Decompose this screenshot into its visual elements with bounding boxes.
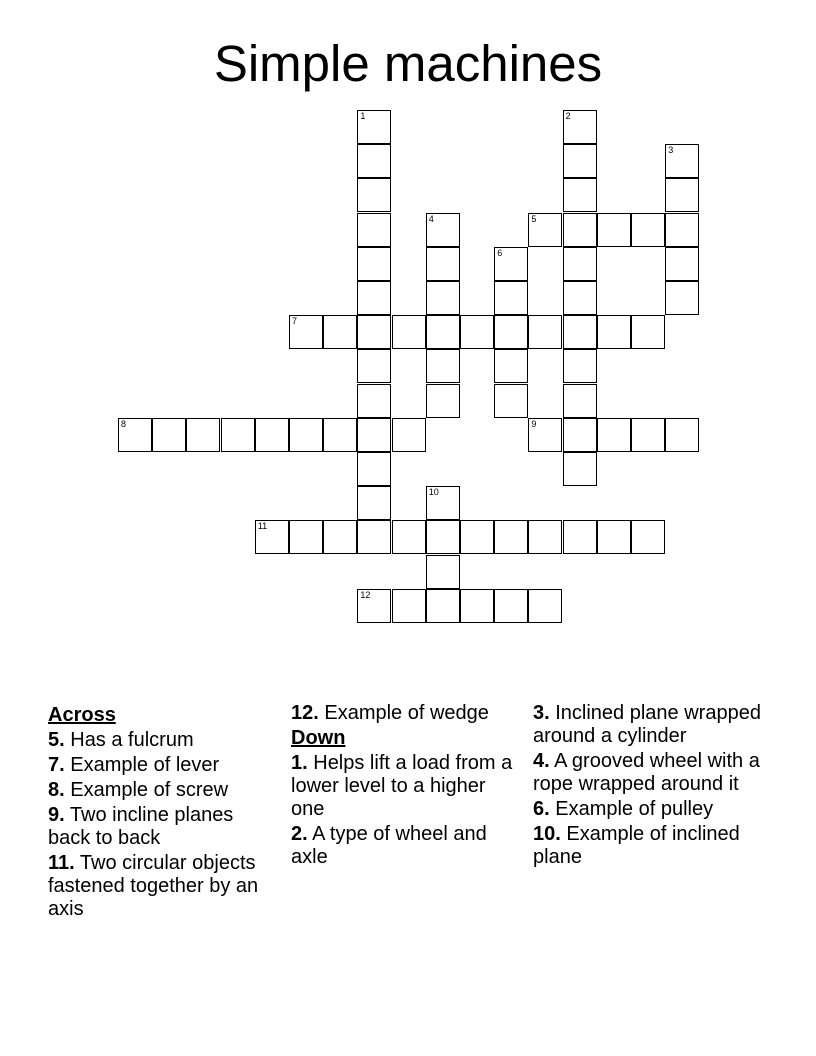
crossword-cell[interactable] xyxy=(460,315,494,349)
crossword-cell[interactable] xyxy=(426,520,460,554)
cell-number: 6 xyxy=(497,247,503,258)
crossword-cell[interactable] xyxy=(357,486,391,520)
crossword-cell[interactable] xyxy=(426,281,460,315)
clue-down-10 xyxy=(533,823,765,869)
crossword-cell[interactable] xyxy=(426,589,460,623)
clue-text: A grooved wheel with a rope wrapped around it xyxy=(533,750,760,795)
cell-number: 1 xyxy=(360,111,366,121)
crossword-cell[interactable] xyxy=(357,213,391,247)
crossword-cell[interactable] xyxy=(357,281,391,315)
crossword-cell[interactable] xyxy=(563,418,597,452)
crossword-cell[interactable] xyxy=(597,520,631,554)
crossword-cell[interactable] xyxy=(323,520,357,554)
clue-number: 1. xyxy=(291,752,308,774)
crossword-cell[interactable] xyxy=(289,418,323,452)
cell-number: 2 xyxy=(565,111,571,121)
clue-across-12 xyxy=(291,702,523,725)
crossword-cell[interactable] xyxy=(357,589,391,623)
crossword-cell[interactable] xyxy=(528,213,562,247)
crossword-cell[interactable] xyxy=(426,384,460,418)
crossword-cell[interactable] xyxy=(494,384,528,418)
crossword-cell[interactable] xyxy=(563,520,597,554)
crossword-cell[interactable] xyxy=(357,349,391,383)
crossword-cell[interactable] xyxy=(323,418,357,452)
crossword-cell[interactable] xyxy=(528,520,562,554)
crossword-cell[interactable] xyxy=(665,418,699,452)
crossword-cell[interactable] xyxy=(289,315,323,349)
clue-down-6 xyxy=(533,798,765,821)
crossword-cell[interactable] xyxy=(563,315,597,349)
clue-text: Helps lift a load from a lower level to a higher one xyxy=(291,752,513,820)
cell-number: 11 xyxy=(257,521,268,532)
crossword-cell[interactable] xyxy=(460,589,494,623)
crossword-cell[interactable] xyxy=(392,589,426,623)
crossword-cell[interactable] xyxy=(528,418,562,452)
crossword-cell[interactable] xyxy=(494,349,528,383)
clue-number: 6. xyxy=(533,798,550,820)
crossword-cell[interactable] xyxy=(426,349,460,383)
clue-text: Example of pulley xyxy=(549,798,714,820)
crossword-cell[interactable] xyxy=(563,144,597,178)
crossword-cell[interactable] xyxy=(597,315,631,349)
crossword-cell[interactable] xyxy=(460,520,494,554)
clue-number: 2. xyxy=(291,823,308,845)
crossword-cell[interactable] xyxy=(563,349,597,383)
clues-column-1 xyxy=(48,702,280,923)
cell-number: 8 xyxy=(121,418,127,429)
crossword-cell[interactable] xyxy=(665,213,699,247)
clue-across-7 xyxy=(48,754,280,777)
clue-text: Has a fulcrum xyxy=(64,729,194,751)
clue-down-1 xyxy=(291,752,523,821)
crossword-cell[interactable] xyxy=(357,418,391,452)
crossword-cell[interactable] xyxy=(357,110,391,144)
page-title: Simple machines xyxy=(213,35,603,92)
clue-number: 11. xyxy=(48,852,75,874)
crossword-cell[interactable] xyxy=(426,247,460,281)
crossword-cell[interactable] xyxy=(357,178,391,212)
cell-number: 3 xyxy=(668,145,674,156)
crossword-cell[interactable] xyxy=(392,520,426,554)
crossword-cell[interactable] xyxy=(255,418,289,452)
cell-number: 12 xyxy=(360,589,371,600)
crossword-cell[interactable] xyxy=(392,315,426,349)
crossword-cell[interactable] xyxy=(357,247,391,281)
crossword-cell[interactable] xyxy=(426,315,460,349)
cell-number: 5 xyxy=(531,213,537,224)
crossword-cell[interactable] xyxy=(631,213,665,247)
crossword-cell[interactable] xyxy=(357,520,391,554)
crossword-cell[interactable] xyxy=(563,110,597,144)
crossword-cell[interactable] xyxy=(563,384,597,418)
crossword-cell[interactable] xyxy=(323,315,357,349)
crossword-cell[interactable] xyxy=(357,452,391,486)
clue-down-2 xyxy=(291,823,523,869)
clue-down-4 xyxy=(533,750,765,796)
crossword-cell[interactable] xyxy=(221,418,255,452)
crossword-cell[interactable] xyxy=(426,213,460,247)
clue-number: 4. xyxy=(533,750,550,772)
clues-column-2 xyxy=(291,702,523,871)
cell-number: 9 xyxy=(531,418,537,429)
across-heading: Across xyxy=(48,704,116,726)
crossword-cell[interactable] xyxy=(665,247,699,281)
clue-number: 7. xyxy=(48,754,65,776)
crossword-cell[interactable] xyxy=(255,520,289,554)
clue-across-9 xyxy=(48,804,280,850)
crossword-cell[interactable] xyxy=(563,281,597,315)
clue-text: Two circular objects fastened together by an axis xyxy=(48,852,259,920)
cell-number: 7 xyxy=(292,316,298,327)
down-heading: Down xyxy=(291,727,346,749)
crossword-cell[interactable] xyxy=(426,555,460,589)
cell-number: 4 xyxy=(428,213,434,224)
crossword-cell[interactable] xyxy=(597,213,631,247)
crossword-cell[interactable] xyxy=(597,418,631,452)
clue-across-5 xyxy=(48,729,280,752)
clue-number: 12. xyxy=(291,702,319,724)
crossword-cell[interactable] xyxy=(118,418,152,452)
crossword-cell[interactable] xyxy=(494,315,528,349)
crossword-cell[interactable] xyxy=(528,315,562,349)
clue-text: Two incline planes back to back xyxy=(48,804,234,849)
crossword-cell[interactable] xyxy=(563,178,597,212)
crossword-cell[interactable] xyxy=(665,144,699,178)
clue-number: 9. xyxy=(48,804,65,826)
cell-number: 10 xyxy=(428,487,439,498)
clue-text: Example of lever xyxy=(64,754,220,776)
crossword-cell[interactable] xyxy=(494,520,528,554)
crossword-cell[interactable] xyxy=(563,452,597,486)
crossword-cell[interactable] xyxy=(563,247,597,281)
crossword-cell[interactable] xyxy=(631,315,665,349)
clue-number: 5. xyxy=(48,729,65,751)
crossword-cell[interactable] xyxy=(563,213,597,247)
crossword-cell[interactable] xyxy=(426,486,460,520)
crossword-cell[interactable] xyxy=(528,589,562,623)
crossword-cell[interactable] xyxy=(665,178,699,212)
crossword-cell[interactable] xyxy=(631,520,665,554)
clue-text: Example of inclined plane xyxy=(533,823,740,868)
crossword-cell[interactable] xyxy=(357,384,391,418)
crossword-cell[interactable] xyxy=(357,315,391,349)
clues-column-3 xyxy=(533,702,765,871)
clue-number: 8. xyxy=(48,779,65,801)
crossword-cell[interactable] xyxy=(665,281,699,315)
crossword-cell[interactable] xyxy=(494,247,528,281)
clue-across-8 xyxy=(48,779,280,802)
crossword-cell[interactable] xyxy=(152,418,186,452)
clue-text: Example of screw xyxy=(64,779,229,801)
crossword-cell[interactable] xyxy=(392,418,426,452)
clue-text: Inclined plane wrapped around a cylinder xyxy=(533,702,761,747)
crossword-cell[interactable] xyxy=(357,144,391,178)
clue-across-11 xyxy=(48,852,280,921)
clue-down-3 xyxy=(533,702,765,748)
crossword-cell[interactable] xyxy=(494,589,528,623)
crossword-cell[interactable] xyxy=(289,520,323,554)
crossword-cell[interactable] xyxy=(186,418,220,452)
clue-number: 3. xyxy=(533,702,550,724)
crossword-cell[interactable] xyxy=(494,281,528,315)
clue-number: 10. xyxy=(533,823,561,845)
clue-text: Example of wedge xyxy=(318,702,489,724)
clue-text: A type of wheel and axle xyxy=(291,823,487,868)
crossword-cell[interactable] xyxy=(631,418,665,452)
